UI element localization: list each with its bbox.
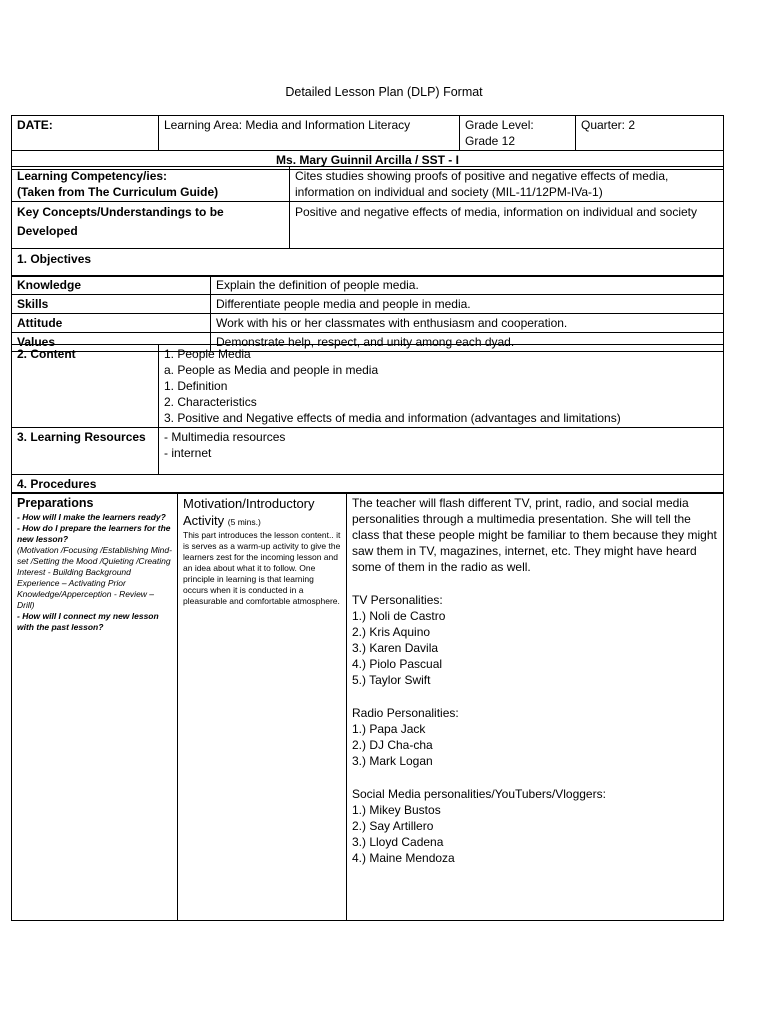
content-list (159, 345, 724, 428)
activity-time: (5 mins.) (227, 517, 261, 527)
content-line: 2. Characteristics (164, 395, 257, 409)
content-line: a. People as Media and people in media (164, 363, 379, 377)
procedures-table (11, 492, 724, 921)
procedures-heading: 4. Procedures (12, 475, 724, 494)
competency-value: Cites studies showing proofs of positive and negative effects of media, information on individual and society (MIL-11/12PM-IVa-1) (290, 167, 724, 202)
objective-label: Attitude (12, 314, 211, 333)
activity-details (347, 493, 724, 921)
guide-line: - How will I connect my new lesson with the past lesson? (17, 611, 159, 632)
social-item: 1.) Mikey Bustos (352, 803, 441, 817)
competency-table (11, 166, 724, 277)
objective-value: Work with his or her classmates with enthusiasm and cooperation. (211, 314, 724, 333)
radio-item: 3.) Mark Logan (352, 754, 433, 768)
guide-line: - How do I prepare the learners for the new lesson? (17, 523, 171, 544)
objective-label: Values (12, 333, 211, 352)
content-line: 1. People Media (164, 347, 251, 361)
objective-value: Demonstrate help, respect, and unity among each dyad. (211, 333, 724, 352)
intro-paragraph: The teacher will flash different TV, print, radio, and social media personalities through a multimedia presentation. She will tell the class that these people might be familiar to them because they might saw them in TV, magazines, internet, etc. They might have heard some of them in the radio as well. (352, 496, 717, 574)
content-line: 1. Definition (164, 379, 228, 393)
social-heading: Social Media personalities/YouTubers/Vloggers: (352, 787, 606, 801)
tv-item: 4.) Piolo Pascual (352, 657, 443, 671)
social-item: 3.) Lloyd Cadena (352, 835, 444, 849)
competency-label: Learning Competency/ies: (Taken from The Curriculum Guide) (12, 167, 290, 202)
resources-label: 3. Learning Resources (12, 428, 159, 475)
objectives-table (11, 275, 724, 352)
guide-questions (17, 512, 172, 633)
objective-value: Explain the definition of people media. (211, 276, 724, 295)
radio-item: 2.) DJ Cha-cha (352, 738, 433, 752)
social-item: 2.) Say Artillero (352, 819, 434, 833)
date-label: DATE: (12, 116, 159, 151)
preparations-cell (12, 493, 178, 921)
resources-list (159, 428, 724, 475)
tv-item: 3.) Karen Davila (352, 641, 439, 655)
teacher-name: Ms. Mary Guinnil Arcilla / SST - I (12, 151, 724, 170)
activity-cell (178, 493, 347, 921)
activity-title: Motivation/Introductory Activity (5 mins.) (183, 496, 315, 528)
grade-level-label: Grade Level: (465, 118, 534, 132)
key-concepts-value: Positive and negative effects of media, information on individual and society (290, 202, 724, 249)
objective-label: Knowledge (12, 276, 211, 295)
tv-item: 5.) Taylor Swift (352, 673, 431, 687)
content-label: 2. Content (12, 345, 159, 428)
learning-area: Learning Area: Media and Information Literacy (159, 116, 460, 151)
grade-level-value: Grade 12 (465, 134, 516, 148)
resource-line: - Multimedia resources (164, 430, 286, 444)
tv-item: 1.) Noli de Castro (352, 609, 446, 623)
resource-line: - internet (164, 446, 212, 460)
radio-heading: Radio Personalities: (352, 706, 459, 720)
tv-item: 2.) Kris Aquino (352, 625, 431, 639)
tv-heading: TV Personalities: (352, 593, 443, 607)
key-concepts-label: Key Concepts/Understandings to be Developed (12, 202, 290, 249)
objectives-heading: 1. Objectives (12, 249, 724, 277)
radio-item: 1.) Papa Jack (352, 722, 426, 736)
header-table (11, 115, 724, 170)
grade-level (460, 116, 576, 151)
quarter: Quarter: 2 (576, 116, 724, 151)
activity-description: This part introduces the lesson content.. it is serves as a warm-up activity to give the learners zest for the incoming lesson and an idea about what it to follow. One principle in learning is that learning occurs when it is conducted in a pleasurable and comfortable atmosphere. (183, 530, 341, 606)
objective-label: Skills (12, 295, 211, 314)
guide-line: (Motivation /Focusing /Establishing Mind-set /Setting the Mood /Quieting /Creating Interest - Building Background Experience – Activating Prior Knowledge/Apperception - Review – Drill) (17, 545, 172, 610)
social-item: 4.) Maine Mendoza (352, 851, 455, 865)
document-title: Detailed Lesson Plan (DLP) Format (285, 85, 483, 99)
objective-value: Differentiate people media and people in media. (211, 295, 724, 314)
content-table (11, 344, 724, 494)
guide-line: - How will I make the learners ready? (17, 512, 166, 522)
content-line: 3. Positive and Negative effects of media and information (advantages and limitations) (164, 411, 621, 425)
preparations-label: Preparations (17, 496, 94, 510)
